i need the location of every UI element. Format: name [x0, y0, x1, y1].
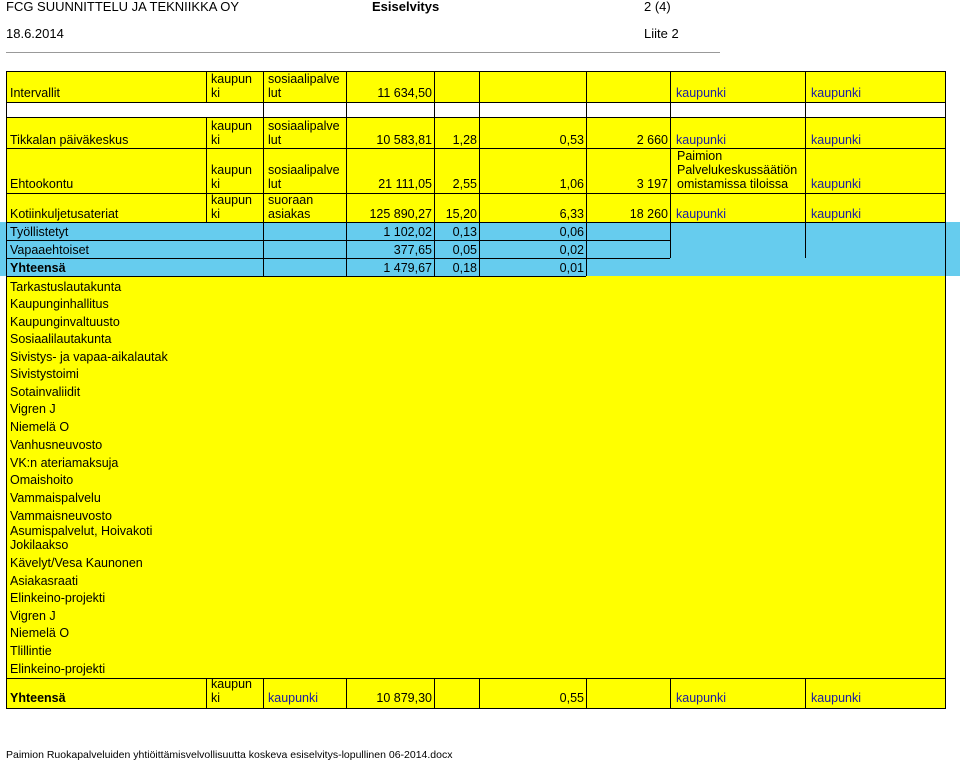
equipment-owner: kaupunki	[811, 691, 862, 705]
list-item: Tarkastuslautakunta	[10, 280, 122, 294]
grid-line	[670, 71, 671, 258]
owner-part2: ki	[211, 177, 221, 191]
amount: 10 583,81	[376, 133, 432, 147]
premises-owner-line1: Paimion	[677, 149, 723, 163]
list-item: VK:n ateriamaksuja	[10, 456, 119, 470]
owner-part1: kaupun	[211, 119, 253, 133]
share-percent: 0,05	[452, 243, 477, 257]
row-label-vapaaehtoiset: Vapaaehtoiset	[10, 243, 89, 257]
grid-line	[263, 71, 264, 222]
amount: 125 890,27	[369, 207, 432, 221]
equipment-owner: kaupunki	[811, 207, 862, 221]
grid-line	[6, 276, 586, 277]
share-value: 0,06	[559, 225, 584, 239]
row-label-tikkala: Tikkalan päiväkeskus	[10, 133, 129, 147]
footer-filename: Paimion Ruokapalveluiden yhtiöittämisvelvollisuutta koskeva esiselvitys-lopullinen 06-2014.docx	[6, 749, 453, 761]
grid-line	[670, 678, 671, 708]
share-percent: 0,18	[452, 261, 477, 275]
list-item: Niemelä O	[10, 420, 70, 434]
attachment-label: Liite 2	[644, 26, 679, 41]
grid-line	[6, 240, 670, 241]
share-percent: 1,28	[452, 133, 477, 147]
list-item: Kaupunginvaltuusto	[10, 315, 120, 329]
list-item: Jokilaakso	[10, 538, 69, 552]
list-item: Sosiaalilautakunta	[10, 332, 112, 346]
list-item: Sivistystoimi	[10, 367, 79, 381]
share-value: 0,01	[559, 261, 584, 275]
list-item: Asumispalvelut, Hoivakoti	[10, 524, 153, 538]
list-item: Omaishoito	[10, 473, 74, 487]
document-date: 18.6.2014	[6, 26, 64, 41]
meal-count: 3 197	[636, 177, 668, 191]
grid-line	[206, 71, 207, 102]
amount: 10 879,30	[376, 691, 432, 705]
share-value: 1,06	[559, 177, 584, 191]
block-bg-list	[6, 276, 946, 708]
grid-line	[6, 71, 7, 708]
premises-owner-line2: Palvelukeskussäätiön	[677, 163, 798, 177]
meal-count: 18 260	[629, 207, 668, 221]
list-item: Tlillintie	[10, 644, 52, 658]
payer-part1: sosiaalipalve	[268, 119, 340, 133]
payer-part2: lut	[268, 133, 282, 147]
share-value: 0,53	[559, 133, 584, 147]
grid-line	[206, 678, 207, 708]
premises-owner: kaupunki	[676, 133, 727, 147]
owner-part1: kaupun	[211, 163, 253, 177]
list-item: Elinkeino-projekti	[10, 591, 106, 605]
list-item: Vigren J	[10, 609, 56, 623]
grid-line	[586, 678, 587, 708]
grid-line	[263, 222, 264, 276]
grid-line	[805, 678, 806, 708]
owner-part1: kaupun	[211, 193, 253, 207]
owner-part1: kaupun	[211, 72, 253, 86]
list-item: Sivistys- ja vapaa-aikalautak	[10, 350, 168, 364]
row-label-ehtookontu: Ehtookontu	[10, 177, 74, 191]
owner-part2: ki	[211, 133, 221, 147]
list-item: Kaupunginhallitus	[10, 297, 109, 311]
list-item: Vammaisneuvosto	[10, 509, 112, 523]
list-item: Vammaispalvelu	[10, 491, 101, 505]
equipment-owner: kaupunki	[811, 133, 862, 147]
owner-part2: ki	[211, 207, 221, 221]
owner-part2: ki	[211, 86, 221, 100]
list-item: Kävelyt/Vesa Kaunonen	[10, 556, 143, 570]
row-label-yhteensa: Yhteensä	[10, 261, 66, 275]
payer-part2: asiakas	[268, 207, 311, 221]
grid-line	[434, 678, 435, 708]
share-percent: 2,55	[452, 177, 477, 191]
company-name: FCG SUUNNITTELU JA TEKNIIKKA OY	[6, 0, 240, 14]
amount: 11 634,50	[377, 86, 432, 100]
list-item: Sotainvaliidit	[10, 385, 81, 399]
payer: kaupunki	[268, 691, 319, 705]
premises-owner: kaupunki	[676, 207, 727, 221]
amount: 21 111,05	[378, 177, 432, 191]
grid-line	[945, 71, 946, 708]
grid-line	[6, 258, 670, 259]
total-label: Yhteensä	[10, 691, 66, 705]
share-value: 6,33	[559, 207, 584, 221]
payer-part2: lut	[268, 177, 282, 191]
owner-part1: kaupun	[211, 677, 253, 691]
header-divider	[6, 52, 720, 53]
amount: 1 479,67	[383, 261, 432, 275]
equipment-owner: kaupunki	[811, 86, 862, 100]
grid-line	[6, 708, 946, 709]
document-title: Esiselvitys	[372, 0, 440, 14]
amount: 1 102,02	[383, 225, 432, 239]
payer-part1: suoraan	[268, 193, 314, 207]
list-item: Vigren J	[10, 402, 56, 416]
grid-line	[805, 71, 806, 258]
list-item: Niemelä O	[10, 626, 70, 640]
payer-part1: sosiaalipalve	[268, 72, 340, 86]
amount: 377,65	[393, 243, 432, 257]
equipment-owner: kaupunki	[811, 177, 862, 191]
payer-part2: lut	[268, 86, 282, 100]
grid-line	[263, 678, 264, 708]
meal-count: 2 660	[636, 133, 668, 147]
list-item: Elinkeino-projekti	[10, 662, 106, 676]
premises-owner: kaupunki	[676, 691, 727, 705]
row-label-tyollistetyt: Työllistetyt	[10, 225, 69, 239]
list-item: Asiakasraati	[10, 574, 79, 588]
premises-owner-line3: omistamissa tiloissa	[677, 177, 789, 191]
grid-line	[586, 71, 587, 276]
share-value: 0,55	[559, 691, 584, 705]
share-value: 0,02	[559, 243, 584, 257]
share-percent: 15,20	[445, 207, 477, 221]
row-label-kotiinkuljetus: Kotiinkuljetusateriat	[10, 207, 119, 221]
owner-part2: ki	[211, 691, 221, 705]
premises-owner: kaupunki	[676, 86, 727, 100]
share-percent: 0,13	[452, 225, 477, 239]
page-number: 2 (4)	[644, 0, 671, 14]
row-label-intervallit: Intervallit	[10, 86, 61, 100]
list-item: Vanhusneuvosto	[10, 438, 103, 452]
grid-line	[206, 117, 207, 222]
payer-part1: sosiaalipalve	[268, 163, 340, 177]
